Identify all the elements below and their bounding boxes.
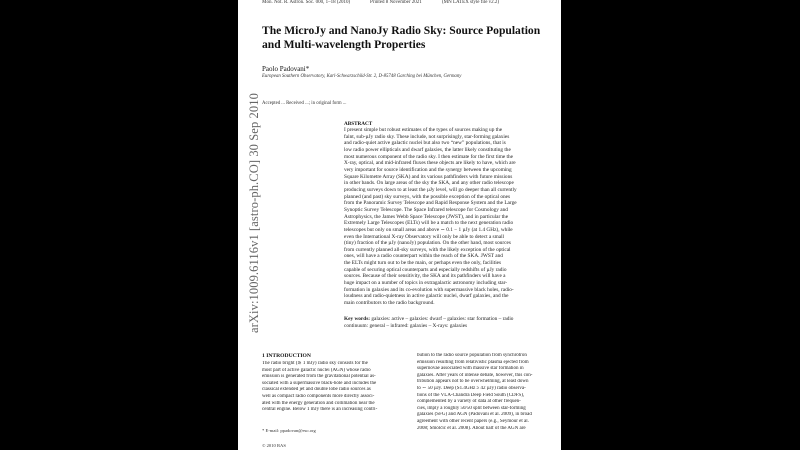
style-file-note: (MN LATEX style file v2.2) <box>442 0 500 5</box>
abstract-line: loudness and radio-quietness in active galactic nuclei, dwarf galaxies, and the <box>344 293 509 300</box>
intro-text-line: to ∼ 50 µJy. Deep (S1.4GHz ≥ 42 µJy) radio observa- <box>417 385 526 391</box>
abstract-line: capable of securing optical counterparts and especially redshifts of µJy radio <box>344 266 507 273</box>
keywords-label: Key words: <box>344 316 371 322</box>
intro-text-line: central engine. Below 1 mJy there is an increasing contri- <box>262 407 378 413</box>
section-heading-introduction: 1 INTRODUCTION <box>262 353 311 359</box>
email-footnote: * E-mail: ppadovan@eso.org <box>262 428 316 433</box>
abstract-line: formation in galaxies and its co-evolution with supermassive black holes, radio- <box>344 286 514 293</box>
abstract-line: in other bands. On large areas of the sky the SKA, and any other radio telescope <box>344 180 514 187</box>
intro-right-column <box>417 353 561 432</box>
intro-text-line: 2008; Smolčić et al. 2008). About half of the AGN are <box>417 425 526 431</box>
intro-text-line: ated with the energy generation and collimation near the <box>262 400 375 406</box>
abstract-line: huge impact on a number of topics in extragalactic astronomy including star- <box>344 280 508 287</box>
abstract-line: low radio power ellipticals and dwarf galaxies, the latter likely constituting the <box>344 146 511 153</box>
intro-text-line: agreement with other recent papers (e.g., Seymour et al. <box>417 418 529 424</box>
abstract-line: from currently planned all-sky surveys, with the likely exception of the optical <box>344 246 511 253</box>
arxiv-identifier-stamp: arXiv:1009.6116v1 [astro-ph.CO] 30 Sep 2010 <box>247 93 261 333</box>
printed-date: Printed 8 November 2021 <box>370 0 422 5</box>
intro-left-column <box>262 361 410 414</box>
abstract-body <box>344 127 561 307</box>
abstract-line: Synoptic Survey Telescope. The Space Infrared telescope for Cosmology and <box>344 206 508 213</box>
copyright-notice: © 2010 RAS <box>262 443 286 448</box>
paper-page <box>238 0 561 450</box>
keywords-line: continuum: general – infrared: galaxies – X-rays: galaxies <box>344 322 468 329</box>
intro-text-line: emission is generated from the gravitational potential as- <box>262 374 376 380</box>
abstract-line: telescopes but only on small areas and above ∼ 0.1 − 1 µJy (at 1.4 GHz), while <box>344 226 513 233</box>
abstract-line: (tiny) fraction of the µJy (nanoJy) population. On the other hand, most sources <box>344 240 511 247</box>
intro-text-line: bution to the radio source population from synchrotron <box>417 353 527 358</box>
intro-text-line: classical extended jet and double lobe radio sources as <box>262 387 371 393</box>
author-affiliation: European Southern Observatory, Karl-Schwarzschild-Str. 2, D-85748 Garching bei München, Germany <box>262 74 462 79</box>
intro-text-line: tions of the VLA-Chandra Deep Field South (CDFS), <box>417 392 525 398</box>
abstract-line: sources. Because of their sensitivity, the SKA and its pathfinders will have a <box>344 273 506 280</box>
intro-text-line: galaxies (SFG) and AGN (Padovani et al. 2009), in broad <box>417 412 532 418</box>
acceptance-line: Accepted ... Received ...; in original form ... <box>262 101 347 106</box>
intro-text-line: most part of active galactic nuclei (AGN) whose radio <box>262 367 371 373</box>
intro-text-line: tribution appears not to be overwhelming, at least down <box>417 379 529 385</box>
abstract-line: planned (and past) sky surveys, with the possible exception of the optical ones <box>344 193 511 200</box>
abstract-line: even the International X-ray Observatory will only be able to detect a small <box>344 233 505 240</box>
abstract-line: I present simple but robust estimates of the types of sources making up the <box>344 127 503 133</box>
abstract-line: Extremely Large Telescopes (ELTs) will be a match to the next generation radio <box>344 220 514 227</box>
intro-text-line: The radio bright (≳ 1 mJy) radio sky consists for the <box>262 361 368 366</box>
intro-text-line: well as compact radio components more directly associ- <box>262 393 375 399</box>
title-line: and Multi-wavelength Properties <box>262 38 426 51</box>
abstract-line: producing surveys down to at least the µJy level, will go deeper than all currently <box>344 186 517 193</box>
paper-title <box>262 24 561 52</box>
abstract-line: from the Panoramic Survey Telescope and Rapid Response System and the Large <box>344 200 517 207</box>
abstract-line: the ELTs might turn out to be the main, or perhaps even the only, facilities <box>344 260 502 267</box>
abstract-line: most numerous component of the radio sky. I then estimate for the first time the <box>344 153 513 160</box>
abstract-line: very important for source identification and the synergy between the upcoming <box>344 166 512 173</box>
abstract-line: ones, will have a radio counterpart within the reach of the SKA. JWST and <box>344 253 503 260</box>
abstract-line: and radio-quiet active galactic nuclei but also two “new” populations, that is <box>344 140 506 147</box>
author-name: Paolo Padovani* <box>262 65 310 73</box>
intro-text-line: emission resulting from relativistic plasma ejected from <box>417 359 529 365</box>
intro-text-line: cies, imply a roughly 50/50 split between star-forming <box>417 405 526 411</box>
keywords-line: galaxies: active – galaxies: dwarf – galaxies: star formation – radio <box>371 316 514 322</box>
abstract-line: Astrophysics, the James Webb Space Telescope (JWST), and in particular the <box>344 213 509 220</box>
abstract-line: X-ray, optical, and mid-infrared fluxes these objects are likely to have, which are <box>344 160 516 167</box>
title-line: The MicroJy and NanoJy Radio Sky: Source Population <box>262 24 541 37</box>
abstract-line: Square Kilometre Array (SKA) and its various pathfinders with future missions <box>344 173 513 180</box>
intro-text-line: sociated with a supermassive black-hole and includes the <box>262 380 377 386</box>
intro-text-line: complemented by a variety of data at other frequen- <box>417 399 521 405</box>
keywords <box>344 316 561 329</box>
abstract-heading: ABSTRACT <box>344 121 373 127</box>
abstract-line: main contributors to the radio background. <box>344 300 435 307</box>
abstract-line: faint, sub-µJy radio sky. These include, not surprisingly, star-forming galaxies <box>344 133 510 140</box>
journal-reference: Mon. Not. R. Astron. Soc. 000, 1–18 (2010) <box>262 0 351 5</box>
intro-text-line: supernovae associated with massive star formation in <box>417 366 524 372</box>
intro-text-line: galaxies. After years of intense debate, however, this con- <box>417 372 533 378</box>
